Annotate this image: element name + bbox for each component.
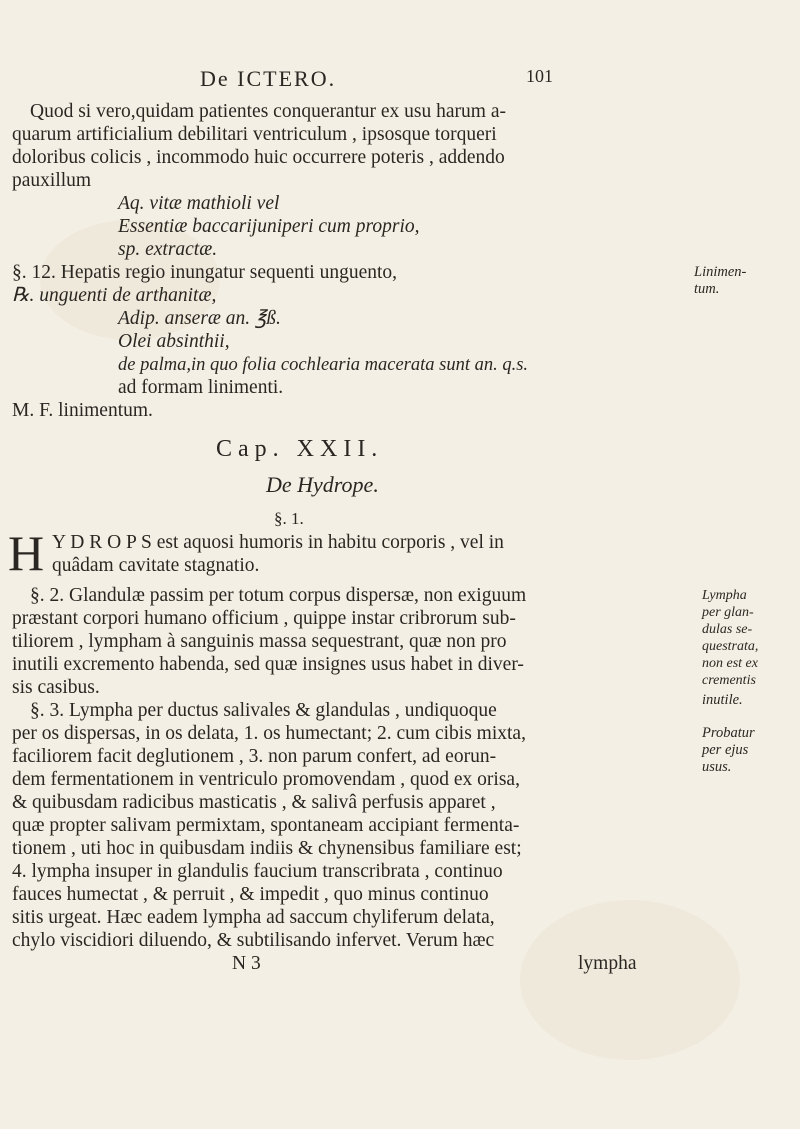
text-line: doloribus colicis , incommodo huic occurrere poteris , addendo: [12, 147, 505, 168]
text-line: præstant corpori humano officium , quippe instar cribrorum sub-: [12, 608, 516, 629]
text-line: inutili excremento habenda, sed quæ insignes usus habet in diver-: [12, 654, 524, 675]
text-line: sitis urgeat. Hæc eadem lympha ad saccum chyliferum delata,: [12, 907, 495, 928]
text-line: 4. lympha insuper in glandulis faucium transcribrata , continuo: [12, 861, 503, 882]
drop-cap: H: [8, 525, 45, 581]
page-number: 101: [526, 66, 553, 86]
text-line: & quibusdam radicibus masticatis , & salivâ perfusis apparet ,: [12, 792, 496, 813]
text-line: dem fermentationem in ventriculo promovendam , quod ex orisa,: [12, 769, 520, 790]
text-line: per os dispersas, in os delata, 1. os humectant; 2. cum cibis mixta,: [12, 723, 526, 744]
text-line: quarum artificialium debilitari ventriculum , ipsosque torqueri: [12, 124, 497, 145]
text-line: pauxillum: [12, 170, 92, 191]
text-line: sis casibus.: [12, 677, 100, 698]
recipe-line: Aq. vitæ mathioli vel: [118, 193, 280, 214]
paper-stain: [520, 900, 740, 1060]
recipe-line: M. F. linimentum.: [12, 400, 153, 421]
text-line: faciliorem facit deglutionem , 3. non parum confert, ad eorun-: [12, 746, 497, 767]
catchword: lympha: [578, 953, 637, 974]
text-line: fauces humectat , & perruit , & impedit , quo minus continuo: [12, 884, 489, 905]
recipe-line: ad formam linimenti.: [118, 377, 284, 398]
chapter-heading: Cap. XXII.: [216, 436, 384, 462]
text-line: §. 3. Lympha per ductus salivales & glandulas , undiquoque: [30, 700, 497, 721]
text-line: tiliorem , lympham à sanguinis massa sequestrant, quæ non pro: [12, 631, 507, 652]
text-line: Y D R O P S est aquosi humoris in habitu corporis , vel in: [52, 532, 504, 553]
recipe-line: sp. extractæ.: [118, 239, 218, 260]
recipe-line: ℞. unguenti de arthanitæ,: [12, 285, 217, 306]
margin-note-liniment: Linimen- tum.: [694, 264, 747, 297]
text-line: tionem , uti hoc in quibusdam indiis & chynensibus familiare est;: [12, 838, 522, 859]
running-title: De ICTERO.: [200, 66, 337, 91]
recipe-line: de palma,in quo folia cochlearia macerata sunt an. q.s.: [118, 355, 529, 375]
margin-note-lympha: Lympha per glan- dulas se- questrata, non est ex crementis: [702, 588, 759, 688]
chapter-subtitle: De Hydrope.: [266, 472, 379, 497]
text-line: quâdam cavitate stagnatio.: [52, 555, 260, 576]
text-line: quæ propter salivam permixtam, spontaneam accipiant fermenta-: [12, 815, 520, 836]
signature-mark: N 3: [232, 953, 261, 974]
text-line: chylo viscidiori diluendo, & subtilisando infervet. Verum hæc: [12, 930, 495, 951]
recipe-line: Essentiæ baccarijuniperi cum proprio,: [118, 216, 420, 237]
recipe-line: Olei absinthii,: [118, 331, 230, 352]
section-number: §. 1.: [274, 509, 304, 528]
recipe-line: Adip. anseræ an. ℥ß.: [118, 308, 281, 329]
text-line: §. 2. Glandulæ passim per totum corpus dispersæ, non exiguum: [30, 585, 527, 606]
margin-note-inutile: inutile.: [702, 692, 743, 708]
section-12: §. 12. Hepatis regio inungatur sequenti unguento,: [12, 262, 398, 283]
margin-note-probatur: Probatur per ejus usus.: [702, 725, 755, 775]
text-line: Quod si vero,quidam patientes conquerantur ex usu harum a-: [30, 101, 506, 122]
